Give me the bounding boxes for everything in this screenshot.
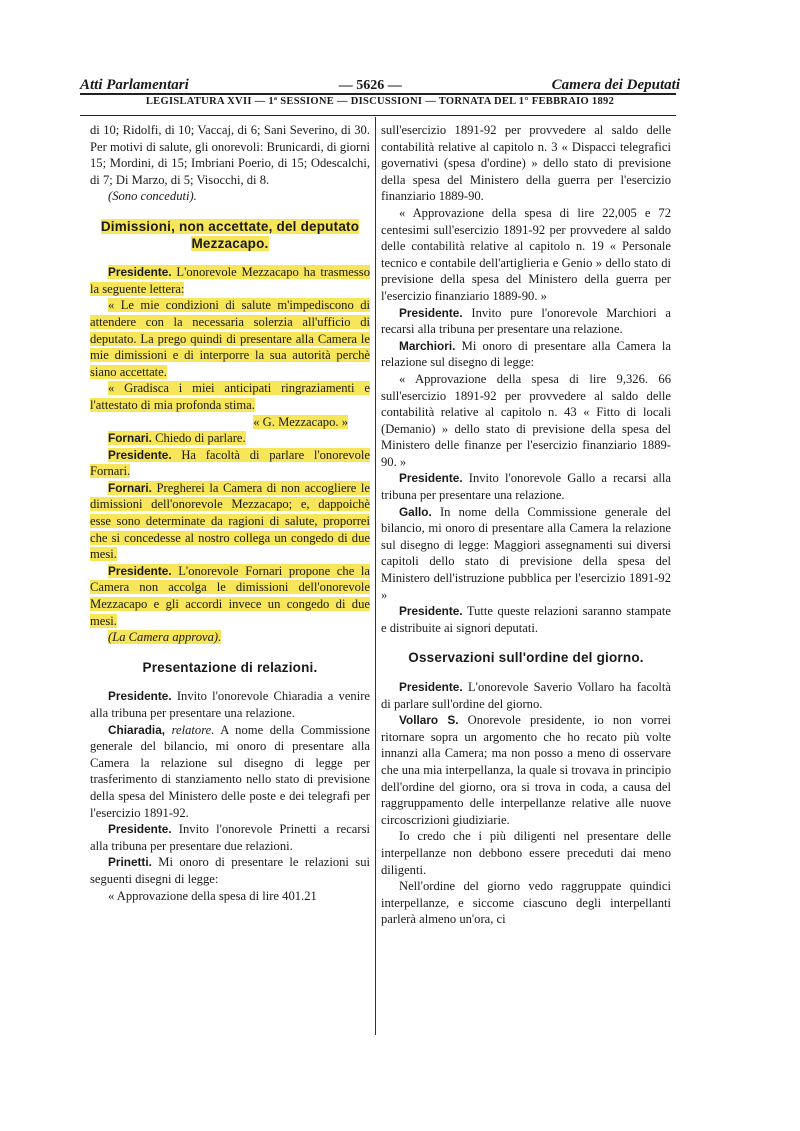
speaker: Presidente. <box>399 604 463 619</box>
left-column <box>90 122 370 904</box>
speaker: Presidente. <box>108 563 172 578</box>
speaker: Prinetti. <box>108 855 152 870</box>
speaker: Presidente. <box>108 265 172 280</box>
page-number: — 5626 — <box>338 78 402 93</box>
header-left: Atti Parlamentari <box>80 77 189 93</box>
speech: Presidente. Ha facoltà di parlare l'onorevole Fornari. <box>90 447 370 479</box>
paragraph: (Sono conceduti). <box>108 189 197 204</box>
speech: Marchiori. Mi onoro di presentare alla Camera la relazione sul disegno di legge: <box>381 338 671 370</box>
speech: Fornari. Chiedo di parlare. <box>108 431 246 446</box>
header-rule-2 <box>80 115 676 116</box>
right-column <box>381 122 671 928</box>
speaker: Presidente. <box>399 680 463 694</box>
letter-signature: « G. Mezzacapo. » <box>253 414 348 429</box>
speaker: Presidente. <box>108 447 172 462</box>
speech: Fornari. Pregherei la Camera di non accogliere le dimissioni dell'onorevole Mezzacapo; e, dappoichè esse sono determinate da ragioni di salute, proporrei che si concedesse al nostro collega un congedo di due mesi. <box>90 480 370 562</box>
speaker: Gallo. <box>399 504 432 519</box>
speech: Vollaro S. Onorevole presidente, io non vorrei ritornare sopra un argomento che ho recato più volte innanzi alla Camera; ma non posso a meno di osservare che una mia interpellanza, la quale si trovava in principio dell'ordine del giorno, ora si trova in coda, a causa del raggruppamento delle interpellanze relative alle nuove circoscrizioni giudiziarie. <box>381 713 671 827</box>
paragraph: Io credo che i più diligenti nel presentare delle interpellanze non debbono essere preceduti dai meno diligenti. <box>381 829 671 877</box>
speech: Presidente. L'onorevole Saverio Vollaro ha facoltà di parlare sull'ordine del giorno. <box>381 680 671 711</box>
paragraph: Nell'ordine del giorno vedo raggruppate quindici interpellanze, e siccome ciascuno degli interpellanti parlerà almeno un'ora, ci <box>381 879 671 927</box>
speech: Presidente. Invito l'onorevole Prinetti a recarsi alla tribuna per presentare due relazioni. <box>90 822 370 853</box>
page-header <box>80 72 680 94</box>
speech: Chiaradia, relatore. A nome della Commissione generale del bilancio, mi onoro di presentare alla Camera la relazione sul disegno di legge per trasferimento di stanziamento nello stato di previsione della spesa del Ministero delle poste e dei telegrafi per l'esercizio 1891-92. <box>90 722 371 820</box>
speaker: Presidente. <box>399 471 463 486</box>
paragraph: « Approvazione della spesa di lire 22,005 e 72 centesimi sull'esercizio 1891-92 per provvedere al saldo delle contabilità relative al capitolo n. 19 « Personale tecnico e contabile dell'artiglieria e Genio » dello stato di previsione della spesa del Ministero della guerra per l'esercizio finanziario 1889-90. » <box>381 205 671 303</box>
speaker: Chiaradia, <box>108 722 166 737</box>
speaker: Presidente. <box>399 305 463 320</box>
speaker: Presidente. <box>108 689 172 704</box>
stage-direction: (La Camera approva). <box>108 630 222 645</box>
speaker: Vollaro S. <box>399 713 459 728</box>
speaker: Fornari. <box>108 480 152 495</box>
speech: Presidente. Invito l'onorevole Chiaradia a venire alla tribuna per presentare una relazione. <box>90 689 370 720</box>
speaker: Presidente. <box>108 822 172 837</box>
quoted-letter: « Le mie condizioni di salute m'impediscono di attendere con la necessaria solerzia all'ufficio di deputato. La prego quindi di presentare alla Camera le mie dimissioni e di interporre la sua autorità perchè siano accettate. <box>90 298 370 379</box>
paragraph: « Approvazione della spesa di lire 9,326. 66 sull'esercizio 1891-92 per provvedere al saldo delle contabilità relative al capitolo n. 43 « Fitto di locali (Demanio) » dello stato di previsione della spesa del Ministero delle finanze per l'esercizio finanziario 1889-90. » <box>381 371 671 469</box>
column-separator <box>375 117 376 1035</box>
section-title: Dimissioni, non accettate, del deputato Mezzacapo. <box>100 218 360 251</box>
quoted-letter: « Gradisca i miei anticipati ringraziamenti e l'attestato di mia profonda stima. <box>90 381 370 412</box>
section-title: Presentazione di relazioni. <box>142 659 318 675</box>
speech: Presidente. L'onorevole Fornari propone che la Camera non accolga le dimissioni dell'onorevole Mezzacapo e gli accordi invece un congedo di due mesi. <box>90 563 370 628</box>
speech: Presidente. L'onorevole Mezzacapo ha trasmesso la seguente lettera: <box>90 265 370 296</box>
speech: Presidente. Tutte queste relazioni saranno stampate e distribuite ai signori deputati. <box>381 604 671 635</box>
header-subline: LEGISLATURA XVII — 1ª SESSIONE — DISCUSSIONI — TORNATA DEL 1° FEBBRAIO 1892 <box>145 96 615 107</box>
speaker: Marchiori. <box>399 338 456 353</box>
speaker: Fornari. <box>108 431 152 446</box>
section-title: Osservazioni sull'ordine del giorno. <box>408 650 644 666</box>
speech: Prinetti. Mi onoro di presentare le relazioni sui seguenti disegni di legge: <box>90 855 370 886</box>
paragraph: sull'esercizio 1891-92 per provvedere al saldo delle contabilità relative al capitolo n. 3 « Dispacci telegrafici governativi (spesa d'ordine) » dello stato di previsione della spesa del Ministero della guerra per l'esercizio finanziario 1889-90. <box>381 123 671 204</box>
header-rule <box>80 93 676 95</box>
paragraph: « Approvazione della spesa di lire 401.21 <box>108 888 317 903</box>
header-right: Camera dei Deputati <box>551 77 680 93</box>
speech: Presidente. Invito pure l'onorevole Marchiori a recarsi alla tribuna per presentare una relazione. <box>381 305 671 337</box>
speech: Gallo. In nome della Commissione generale del bilancio, mi onoro di presentare alla Camera la relazione sul disegno di legge: Maggiori assegnamenti sui diversi capitoli dello stato di previsione della spesa del Ministero dell'istruzione pubblica per l'esercizio 1891-92 » <box>381 504 671 602</box>
paragraph: di 10; Ridolfi, di 10; Vaccaj, di 6; Sani Severino, di 30. Per motivi di salute, gli onorevoli: Brunicardi, di giorni 15; Mordini, di 15; Imbriani Poerio, di 15; Odescalchi, di 7; Di Marzo, di 5; Visocchi, di 8. <box>90 123 370 187</box>
speech: Presidente. Invito l'onorevole Gallo a recarsi alla tribuna per presentare una relazione. <box>381 471 671 503</box>
